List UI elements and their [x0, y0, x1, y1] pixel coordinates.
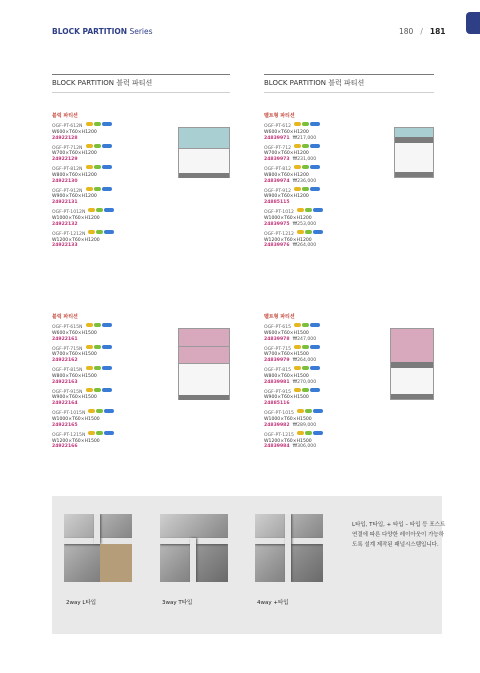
cert-badge-icon: [94, 187, 101, 191]
cert-badge-icon: [294, 345, 301, 349]
price: ₩264,000: [292, 358, 317, 364]
cert-badge-icon: [302, 345, 309, 349]
product-number: 24922164: [52, 401, 78, 407]
connection-types-box: [52, 496, 446, 634]
model-code: OGF-PT-915N: [52, 389, 83, 395]
cert-badge-icon: [294, 165, 301, 169]
dimensions: W1200×T60×H1500: [264, 438, 312, 444]
dimensions: W1200×T60×H1200: [52, 237, 100, 243]
dimensions: W1000×T60×H1500: [52, 417, 100, 423]
subheading: 블럭 파티션: [52, 113, 78, 119]
product-number: 24839975: [264, 221, 290, 227]
product-item: [264, 144, 324, 163]
certification-badges: [86, 388, 113, 395]
cert-badge-icon: [310, 388, 320, 392]
product-item: [52, 366, 115, 385]
cert-badge-icon: [96, 230, 103, 234]
certification-badges: [86, 187, 113, 194]
certification-badges: [86, 122, 113, 129]
cert-badge-icon: [305, 431, 312, 435]
dimensions: W900×T60×H1500: [52, 395, 97, 401]
product-number: 24885116: [264, 401, 290, 407]
certification-badges: [294, 144, 321, 151]
certification-badges: [86, 165, 113, 172]
cert-badge-icon: [86, 388, 93, 392]
dimensions: W600×T60×H1500: [264, 330, 309, 336]
model-code: OGF-PT-1215: [264, 432, 294, 438]
product-item: [264, 431, 324, 450]
product-item: [52, 187, 115, 206]
dimensions: W1200×T60×H1500: [52, 438, 100, 444]
product-number: 24839978: [264, 336, 290, 342]
model-code: OGF-PT-612: [264, 123, 292, 129]
cert-badge-icon: [94, 323, 101, 327]
product-number: 24922166: [52, 444, 78, 450]
model-code: OGF-PT-812: [264, 167, 292, 173]
cert-badge-icon: [302, 323, 309, 327]
model-code: OGF-PT-912: [264, 188, 292, 194]
cert-badge-icon: [302, 165, 309, 169]
belt-partition-1200-list: [264, 112, 324, 252]
dimensions: W900×T60×H1200: [52, 194, 97, 200]
dimensions: W1000×T60×H1200: [264, 216, 312, 222]
cert-badge-icon: [313, 208, 323, 212]
product-item: [52, 144, 115, 163]
cert-badge-icon: [88, 208, 95, 212]
product-number: 24839979: [264, 358, 290, 364]
dimensions: W900×T60×H1200: [264, 194, 309, 200]
cert-badge-icon: [86, 165, 93, 169]
t-type-photo: [160, 514, 228, 582]
product-item: [52, 388, 115, 407]
dimensions: W600×T60×H1500: [52, 330, 97, 336]
left-title-underline: [52, 92, 230, 93]
product-number: 24839982: [264, 422, 290, 428]
plus-type-photo: [255, 514, 323, 582]
block-partition-1200-image: [178, 127, 230, 178]
cert-badge-icon: [102, 187, 112, 191]
product-item: [52, 230, 115, 249]
belt-partition-1500-list: [264, 313, 324, 453]
cert-badge-icon: [94, 366, 101, 370]
certification-badges: [294, 323, 321, 330]
model-code: OGF-PT-915: [264, 389, 292, 395]
right-title-rule: [264, 74, 434, 75]
cert-badge-icon: [310, 323, 320, 327]
dimensions: W600×T60×H1200: [52, 129, 97, 135]
product-item: [264, 187, 324, 206]
cert-badge-icon: [102, 122, 112, 126]
cert-badge-icon: [88, 230, 95, 234]
caption-plus-type: 4way +타입: [257, 600, 289, 606]
cert-badge-icon: [96, 208, 103, 212]
model-code: OGF-PT-715N: [52, 346, 83, 352]
cert-badge-icon: [305, 409, 312, 413]
cert-badge-icon: [297, 208, 304, 212]
certification-badges: [297, 431, 324, 438]
product-item: [264, 122, 324, 141]
product-item: [264, 366, 324, 385]
product-item: [264, 165, 324, 184]
cert-badge-icon: [102, 165, 112, 169]
cert-badge-icon: [102, 345, 112, 349]
cert-badge-icon: [302, 366, 309, 370]
belt-partition-1500-image: [390, 328, 434, 400]
cert-badge-icon: [94, 388, 101, 392]
cert-badge-icon: [86, 122, 93, 126]
certification-badges: [86, 144, 113, 151]
certification-badges: [86, 366, 113, 373]
certification-badges: [88, 208, 115, 215]
cert-badge-icon: [310, 144, 320, 148]
certification-badges: [88, 409, 115, 416]
model-code: OGF-PT-1012N: [52, 210, 86, 216]
cert-badge-icon: [302, 122, 309, 126]
model-code: OGF-PT-1215N: [52, 432, 86, 438]
cert-badge-icon: [294, 323, 301, 327]
model-code: OGF-PT-712N: [52, 145, 83, 151]
product-number: 24922162: [52, 358, 78, 364]
left-title-rule: [52, 74, 230, 75]
subheading: 벨트형 파티션: [264, 314, 295, 320]
product-number: 24839981: [264, 379, 290, 385]
certification-badges: [88, 230, 115, 237]
cert-badge-icon: [310, 165, 320, 169]
product-item: [264, 345, 324, 364]
cert-badge-icon: [302, 144, 309, 148]
cert-badge-icon: [86, 366, 93, 370]
price: ₩270,000: [292, 379, 317, 385]
price: ₩236,000: [292, 178, 317, 184]
cert-badge-icon: [294, 122, 301, 126]
series-title: BLOCK PARTITION Series: [52, 27, 153, 36]
product-number: 24839976: [264, 243, 290, 249]
cert-badge-icon: [294, 388, 301, 392]
model-code: OGF-PT-912N: [52, 188, 83, 194]
cert-badge-icon: [88, 431, 95, 435]
product-number: 24922131: [52, 200, 78, 206]
certification-badges: [88, 431, 115, 438]
section-tab: [466, 12, 480, 34]
product-number: 24922163: [52, 379, 78, 385]
dimensions: W900×T60×H1500: [264, 395, 309, 401]
cert-badge-icon: [86, 345, 93, 349]
product-number: 24922133: [52, 243, 78, 249]
connection-description: L타입, T타입, + 타입 – 타입 등 포스트 연결에 따른 다양한 레이아웃이 가능하도록 설계 제작된 패널시스템입니다.: [352, 522, 446, 548]
cert-badge-icon: [104, 208, 114, 212]
cert-badge-icon: [313, 230, 323, 234]
dimensions: W700×T60×H1500: [52, 352, 97, 358]
cert-badge-icon: [102, 144, 112, 148]
right-title-underline: [264, 92, 434, 93]
cert-badge-icon: [302, 187, 309, 191]
cert-badge-icon: [310, 187, 320, 191]
cert-badge-icon: [96, 409, 103, 413]
cert-badge-icon: [297, 230, 304, 234]
cert-badge-icon: [88, 409, 95, 413]
product-item: [264, 230, 324, 249]
product-item: [52, 208, 115, 227]
cert-badge-icon: [305, 208, 312, 212]
dimensions: W1000×T60×H1500: [264, 417, 312, 423]
price: ₩231,000: [292, 157, 317, 163]
page-number: 180 / 181: [399, 27, 446, 36]
product-number: 24922132: [52, 221, 78, 227]
product-item: [52, 165, 115, 184]
product-number: 24885115: [264, 200, 290, 206]
price: ₩217,000: [292, 135, 317, 141]
cert-badge-icon: [313, 409, 323, 413]
cert-badge-icon: [102, 323, 112, 327]
product-item: [52, 431, 115, 450]
cert-badge-icon: [86, 187, 93, 191]
product-item: [264, 208, 324, 227]
model-code: OGF-PT-1212N: [52, 231, 86, 237]
dimensions: W700×T60×H1200: [52, 151, 97, 157]
product-item: [52, 323, 115, 342]
cert-badge-icon: [102, 388, 112, 392]
dimensions: W1000×T60×H1200: [52, 216, 100, 222]
product-number: 24922129: [52, 157, 78, 163]
model-code: OGF-PT-712: [264, 145, 292, 151]
cert-badge-icon: [104, 409, 114, 413]
product-number: 24839973: [264, 157, 290, 163]
product-item: [264, 409, 324, 428]
product-number: 24922130: [52, 178, 78, 184]
certification-badges: [294, 388, 321, 395]
product-item: [52, 409, 115, 428]
price: ₩306,000: [292, 444, 317, 450]
model-code: OGF-PT-1212: [264, 231, 294, 237]
model-code: OGF-PT-612N: [52, 123, 83, 129]
product-number: 24839984: [264, 444, 290, 450]
model-code: OGF-PT-1012: [264, 210, 294, 216]
cert-badge-icon: [294, 366, 301, 370]
block-partition-1200-list: [52, 112, 115, 252]
model-code: OGF-PT-1015N: [52, 411, 86, 417]
cert-badge-icon: [302, 388, 309, 392]
certification-badges: [294, 187, 321, 194]
cert-badge-icon: [313, 431, 323, 435]
certification-badges: [294, 122, 321, 129]
right-section-title: BLOCK PARTITION 블럭 파티션: [264, 79, 365, 87]
subheading: 블럭 파티션: [52, 314, 78, 320]
product-item: [52, 345, 115, 364]
price: ₩289,000: [292, 422, 317, 428]
cert-badge-icon: [305, 230, 312, 234]
dimensions: W800×T60×H1200: [52, 172, 97, 178]
cert-badge-icon: [104, 431, 114, 435]
certification-badges: [86, 323, 113, 330]
dimensions: W800×T60×H1500: [52, 373, 97, 379]
belt-partition-1200-image: [394, 127, 434, 178]
block-partition-1500-image: [178, 328, 230, 400]
cert-badge-icon: [102, 366, 112, 370]
dimensions: W1200×T60×H1200: [264, 237, 312, 243]
dimensions: W800×T60×H1200: [264, 172, 309, 178]
cert-badge-icon: [310, 366, 320, 370]
product-number: 24922161: [52, 336, 78, 342]
cert-badge-icon: [297, 431, 304, 435]
price: ₩264,000: [292, 243, 317, 249]
dimensions: W800×T60×H1500: [264, 373, 309, 379]
product-item: [264, 388, 324, 407]
product-number: 24922128: [52, 135, 78, 141]
cert-badge-icon: [297, 409, 304, 413]
caption-t-type: 3way T타입: [162, 600, 193, 606]
cert-badge-icon: [86, 323, 93, 327]
cert-badge-icon: [96, 431, 103, 435]
model-code: OGF-PT-815N: [52, 368, 83, 374]
cert-badge-icon: [94, 165, 101, 169]
certification-badges: [297, 230, 324, 237]
price: ₩247,000: [292, 336, 317, 342]
product-number: 24839971: [264, 135, 290, 141]
product-number: 24839974: [264, 178, 290, 184]
block-partition-1500-list: [52, 313, 115, 453]
cert-badge-icon: [94, 144, 101, 148]
dimensions: W700×T60×H1200: [264, 151, 309, 157]
certification-badges: [294, 165, 321, 172]
cert-badge-icon: [294, 187, 301, 191]
subheading: 벨트형 파티션: [264, 113, 295, 119]
model-code: OGF-PT-812N: [52, 167, 83, 173]
cert-badge-icon: [294, 144, 301, 148]
cert-badge-icon: [310, 345, 320, 349]
certification-badges: [294, 366, 321, 373]
cert-badge-icon: [310, 122, 320, 126]
certification-badges: [86, 345, 113, 352]
cert-badge-icon: [86, 144, 93, 148]
cert-badge-icon: [94, 345, 101, 349]
cert-badge-icon: [104, 230, 114, 234]
product-number: 24922165: [52, 422, 78, 428]
caption-l-type: 2way L타입: [66, 600, 97, 606]
dimensions: W700×T60×H1500: [264, 352, 309, 358]
l-type-photo: [64, 514, 132, 582]
cert-badge-icon: [94, 122, 101, 126]
certification-badges: [297, 409, 324, 416]
product-item: [52, 122, 115, 141]
model-code: OGF-PT-1015: [264, 411, 294, 417]
model-code: OGF-PT-615N: [52, 324, 83, 330]
product-item: [264, 323, 324, 342]
left-section-title: BLOCK PARTITION 블럭 파티션: [52, 79, 153, 87]
price: ₩253,000: [292, 221, 317, 227]
model-code: OGF-PT-815: [264, 368, 292, 374]
model-code: OGF-PT-615: [264, 324, 292, 330]
model-code: OGF-PT-715: [264, 346, 292, 352]
certification-badges: [297, 208, 324, 215]
certification-badges: [294, 345, 321, 352]
dimensions: W600×T60×H1200: [264, 129, 309, 135]
